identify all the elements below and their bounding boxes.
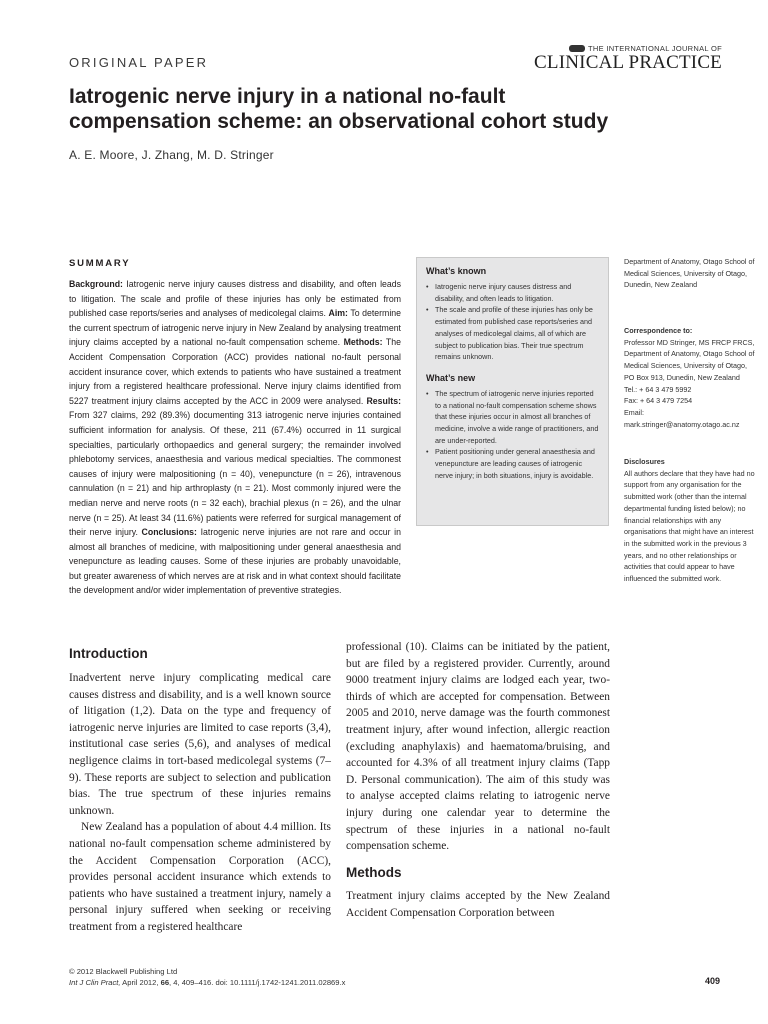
- results-label: Results:: [366, 395, 401, 406]
- list-item: • The scale and profile of these injuries has only be estimated from published case reports/series and analyses of medicolegal claims, all of which are subject to publication bias. Their true spectrum remains unknown.: [426, 304, 599, 363]
- list-item: • The spectrum of iatrogenic nerve injuries reported to a national no-fault compensation scheme shows that these injuries occur in almost all branches of medicine, involve a wide range of practitioners, and are under-reported.: [426, 388, 599, 447]
- copyright-line: © 2012 Blackwell Publishing Ltd: [69, 967, 178, 976]
- key-points-box: [416, 257, 609, 526]
- whats-known-heading: What’s known: [426, 266, 487, 276]
- section-label: ORIGINAL PAPER: [69, 55, 209, 70]
- background-text: Iatrogenic nerve injury causes distress and disability, and often leads to litigation. The scale and profile of these injuries has only be estimated from published case reports/series and analyses of medicolegal claims.: [69, 279, 401, 319]
- results-text: From 327 claims, 292 (89.3%) documenting 313 iatrogenic nerve injuries contained sufficient information for analysis. Of these, 211 (67.4%) occurred in 11 surgical specialties, particularly orthopaedics and general surgery; the remainder involved phlebotomy services, anaesthesia and various medical specialties. The commonest causes of injury were malpositioning (n = 40), venepuncture (n = 26), intravenous cannulation (n = 21) and hip arthroplasty (n = 21). Most commonly injured were the median nerve and nerve roots (n = 32 each), brachial plexus (n = 26), and the ulnar nerve (n = 25). At least 34 (11.6%) patients were referred for surgical management of their nerve injury.: [69, 410, 401, 538]
- methods-text: The Accident Compensation Corporation (ACC) provides national no-fault personal accident insurance cover, which extends to patients who have sustained a treatment injury from a registered healthcare professional. Nerve injury claims identified from 5227 treatment injury claims accepted by the ACC in 2009 were analysed.: [69, 337, 401, 406]
- background-label: Background:: [69, 279, 123, 289]
- whats-new-heading: What’s new: [426, 372, 476, 383]
- journal-name: CLINICAL PRACTICE: [534, 52, 722, 73]
- methods-column: [346, 888, 610, 921]
- introduction-continued: [346, 639, 610, 855]
- introduction-column: [69, 670, 331, 936]
- page-number: 409: [704, 976, 720, 986]
- correspondence-fax: Fax: + 64 3 479 7254: [624, 396, 693, 406]
- aim-label: Aim:: [328, 308, 348, 319]
- page-footer: [69, 966, 345, 988]
- citation-volume: 66: [160, 978, 170, 987]
- aim-text: To determine the current spectrum of iatrogenic nerve injury in New Zealand by analysing treatment injury claims accepted by a national no-fault compensation scheme.: [69, 308, 401, 348]
- intro-paragraph-3: professional (10). Claims can be initiated by the patient, but are filed by a registered provider. Currently, around 9000 treatment injury claims are lodged each year, two-thirds of which are accepted for compensation. Between 2005 and 2010, nerve damage was the fourth commonest treatment injury, after wound infection, allergic reaction (excluding anaphylaxis) and haematoma/bruising, and accounted for 4.3% of all treatment injury claims (Tapp D. Personal communication). The aim of this study was to analyse accepted claims relating to iatrogenic nerve injury during one calendar year to determine the spectrum of these injuries in a national no-fault compensation scheme.: [346, 641, 610, 853]
- journal-abbrev: Int J Clin Pract,: [69, 978, 121, 987]
- methods-paragraph-1: Treatment injury claims accepted by the New Zealand Accident Compensation Corporation between: [346, 890, 610, 919]
- article-title: Iatrogenic nerve injury in a national no-fault compensation scheme: an observational cohort study: [69, 85, 609, 133]
- journal-logo-icon: [569, 45, 585, 52]
- citation-doi: , 4, 409–416. doi: 10.1111/j.1742-1241.2011.02869.x: [169, 978, 346, 987]
- citation-date: April 2012,: [120, 978, 161, 987]
- disclosures-text: All authors declare that they have had no support from any organisation for the submitted work (other than the internal departmental funding listed below); no financial relationships with any organisations that might have an interest in the submitted work in the previous 3 years, and no other relationships or activities that could appear to have influenced the submitted work.: [624, 468, 755, 584]
- correspondence-email[interactable]: Email: mark.stringer@anatomy.otago.ac.nz: [624, 407, 740, 429]
- intro-paragraph-2: New Zealand has a population of about 4.4 million. Its national no-fault compensation scheme administered by the Accident Compensation Corporation (ACC), provides personal accident insurance which extends to patients who have sustained a treatment injury, namely a personal injury suffered when seeking or receiving treatment from a registered healthcare: [69, 821, 331, 933]
- author-affiliation: Department of Anatomy, Otago School of Medical Sciences, University of Otago, Dunedin, New Zealand: [624, 257, 755, 290]
- article-authors: A. E. Moore, J. Zhang, M. D. Stringer: [69, 148, 274, 162]
- whats-new-list: [426, 388, 599, 482]
- conclusions-text: Iatrogenic nerve injuries are not rare and occur in almost all branches of medicine, with malpositioning under general anaesthesia and venepuncture as leading causes. Some of these injuries are probably unavoidable, but greater awareness of which nerves are at risk and in what context should facilitate the development and/or wider implementation of preventive strategies.: [69, 527, 401, 596]
- methods-label: Methods:: [343, 337, 383, 348]
- correspondence-heading: Correspondence to:: [624, 326, 693, 335]
- disclosures-block: [624, 456, 756, 585]
- introduction-heading: Introduction: [69, 646, 148, 661]
- journal-subtitle: THE INTERNATIONAL JOURNAL OF: [588, 44, 722, 53]
- list-item: • Iatrogenic nerve injury causes distress and disability, and often leads to litigation.: [426, 281, 599, 304]
- conclusions-label: Conclusions:: [141, 527, 197, 538]
- correspondence-address: Professor MD Stringer, MS FRCP FRCS, Department of Anatomy, Otago School of Medical Sciences, University of Otago, PO Box 913, Dunedin, New Zealand: [624, 337, 755, 382]
- correspondence-tel: Tel.: + 64 3 479 5992: [624, 384, 692, 394]
- intro-paragraph-1: Inadvertent nerve injury complicating medical care causes distress and disability, and is a well known source of litigation (1,2). Data on the type and frequency of iatrogenic nerve injuries are limited to case reports (3,4), institutional case series (5,6), and analyses of medical negligence claims in tort-based medicolegal systems (7–9). These reports are subject to selection and publication bias. The true spectrum of these injuries remains unknown.: [69, 672, 331, 817]
- correspondence-block: [624, 325, 756, 430]
- list-item: • Patient positioning under general anaesthesia and venepuncture are leading causes of iatrogenic nerve injury; in both situations, injury is avoidable.: [426, 446, 599, 481]
- methods-heading: Methods: [346, 865, 402, 880]
- journal-masthead: [534, 44, 722, 73]
- citation-line: [69, 977, 345, 988]
- disclosures-heading: Disclosures: [624, 457, 665, 466]
- summary-abstract: [69, 277, 401, 598]
- whats-known-list: [426, 281, 599, 363]
- summary-heading: SUMMARY: [69, 258, 131, 269]
